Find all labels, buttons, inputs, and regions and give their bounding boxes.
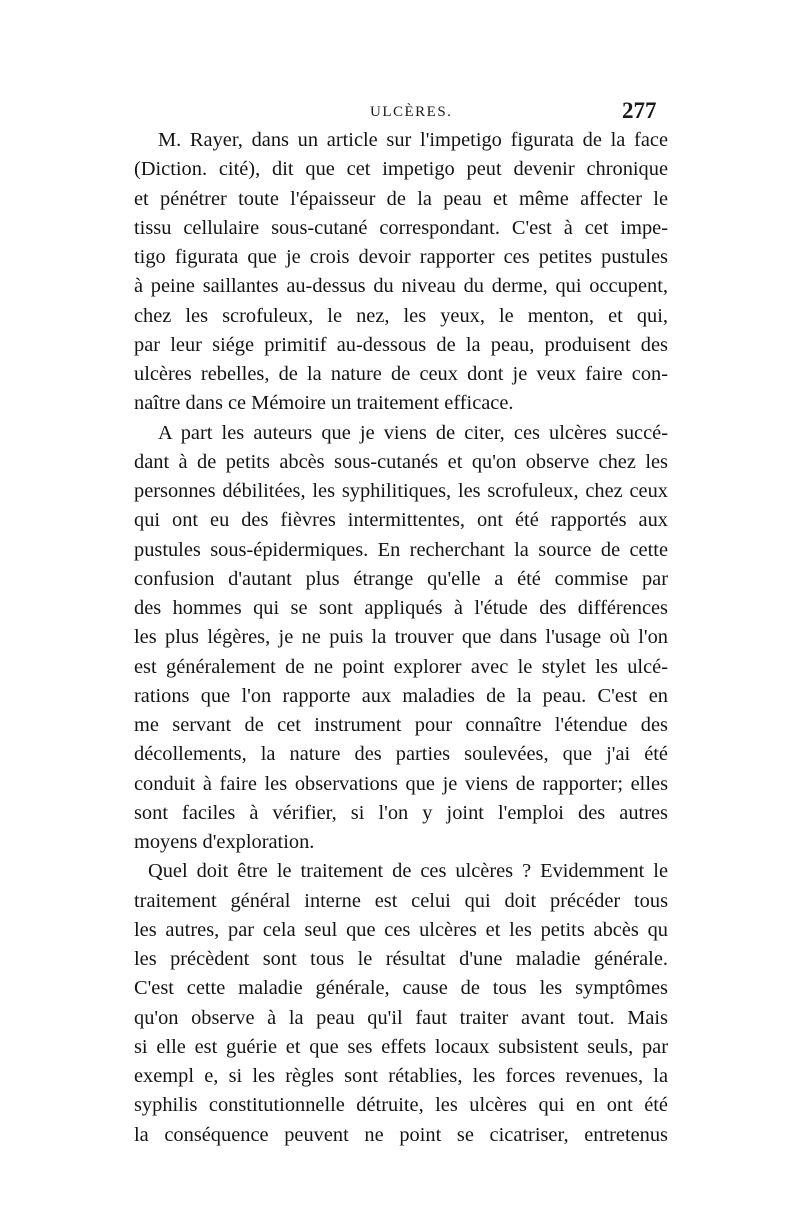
paragraph-3 <box>134 857 668 1150</box>
text-line: pustules sous-épidermiques. En recherchant la source de cette <box>134 538 668 561</box>
text-line: les précèdent sont tous le résultat d'une maladie générale. <box>134 948 668 970</box>
text-line: est généralement de ne point explorer avec le stylet les ulcé- <box>134 655 668 678</box>
text-line: C'est cette maladie générale, cause de tous les symptômes <box>134 977 668 1000</box>
text-line: tissu cellulaire sous-cutané correspondant. C'est à cet impe- <box>134 216 668 239</box>
text-line: exempl e, si les règles sont rétablies, les forces revenues, la <box>134 1065 668 1087</box>
text-line: tigo figurata que je crois devoir rapporter ces petites pustules <box>134 246 668 268</box>
text-line: Quel doit être le traitement de ces ulcères ? Evidemment le <box>148 860 668 883</box>
text-line: A part les auteurs que je viens de citer, ces ulcères succé- <box>158 421 668 444</box>
paragraph-1 <box>134 126 668 419</box>
text-line: qui ont eu des fièvres intermittentes, ont été rapportés aux <box>134 509 668 532</box>
text-line: syphilis constitutionnelle détruite, les ulcères qui en ont été <box>134 1094 668 1117</box>
text-line: confusion d'autant plus étrange qu'elle a été commise par <box>134 567 668 590</box>
text-line: et pénétrer toute l'épaisseur de la peau et même affecter le <box>134 187 668 210</box>
text-line: sont faciles à vérifier, si l'on y joint l'emploi des autres <box>134 801 668 824</box>
text-line: M. Rayer, dans un article sur l'impetigo figurata de la face <box>158 129 668 151</box>
paragraph-2 <box>134 419 668 858</box>
text-line: dant à de petits abcès sous-cutanés et qu'on observe chez les <box>134 450 668 473</box>
text-line: les plus légères, je ne puis la trouver que dans l'usage où l'on <box>134 626 668 649</box>
text-line: traitement général interne est celui qui doit précéder tous <box>134 889 668 912</box>
page-number: 277 <box>622 98 657 123</box>
text-line: conduit à faire les observations que je viens de rapporter; elles <box>134 772 668 795</box>
text-line: ulcères rebelles, de la nature de ceux dont je veux faire con- <box>134 363 668 385</box>
running-title: ULCÈRES. <box>370 104 453 120</box>
text-line: la conséquence peuvent ne point se cicatriser, entretenus <box>134 1123 668 1146</box>
text-line: par leur siége primitif au-dessous de la peau, produisent des <box>134 333 668 356</box>
text-line: qu'on observe à la peau qu'il faut traiter avant tout. Mais <box>134 1006 668 1029</box>
text-line: naître dans ce Mémoire un traitement efficace. <box>134 392 514 415</box>
body-text <box>134 126 668 1150</box>
text-line: rations que l'on rapporte aux maladies de la peau. C'est en <box>134 684 668 707</box>
text-line: à peine saillantes au-dessus du niveau du derme, qui occupent, <box>134 275 668 298</box>
text-line: moyens d'exploration. <box>134 831 315 853</box>
text-line: (Diction. cité), dit que cet impetigo peut devenir chronique <box>134 158 668 181</box>
text-line: décollements, la nature des parties soulevées, que j'ai été <box>134 743 668 766</box>
text-line: des hommes qui se sont appliqués à l'étude des différences <box>134 597 668 619</box>
text-line: si elle est guérie et que ses effets locaux subsistent seuls, par <box>134 1035 668 1058</box>
text-line: personnes débilitées, les syphilitiques, les scrofuleux, chez ceux <box>134 480 668 502</box>
text-line: les autres, par cela seul que ces ulcères et les petits abcès qu <box>134 918 668 941</box>
text-line: chez les scrofuleux, le nez, les yeux, le menton, et qui, <box>134 304 668 327</box>
text-line: me servant de cet instrument pour connaître l'étendue des <box>134 714 668 736</box>
